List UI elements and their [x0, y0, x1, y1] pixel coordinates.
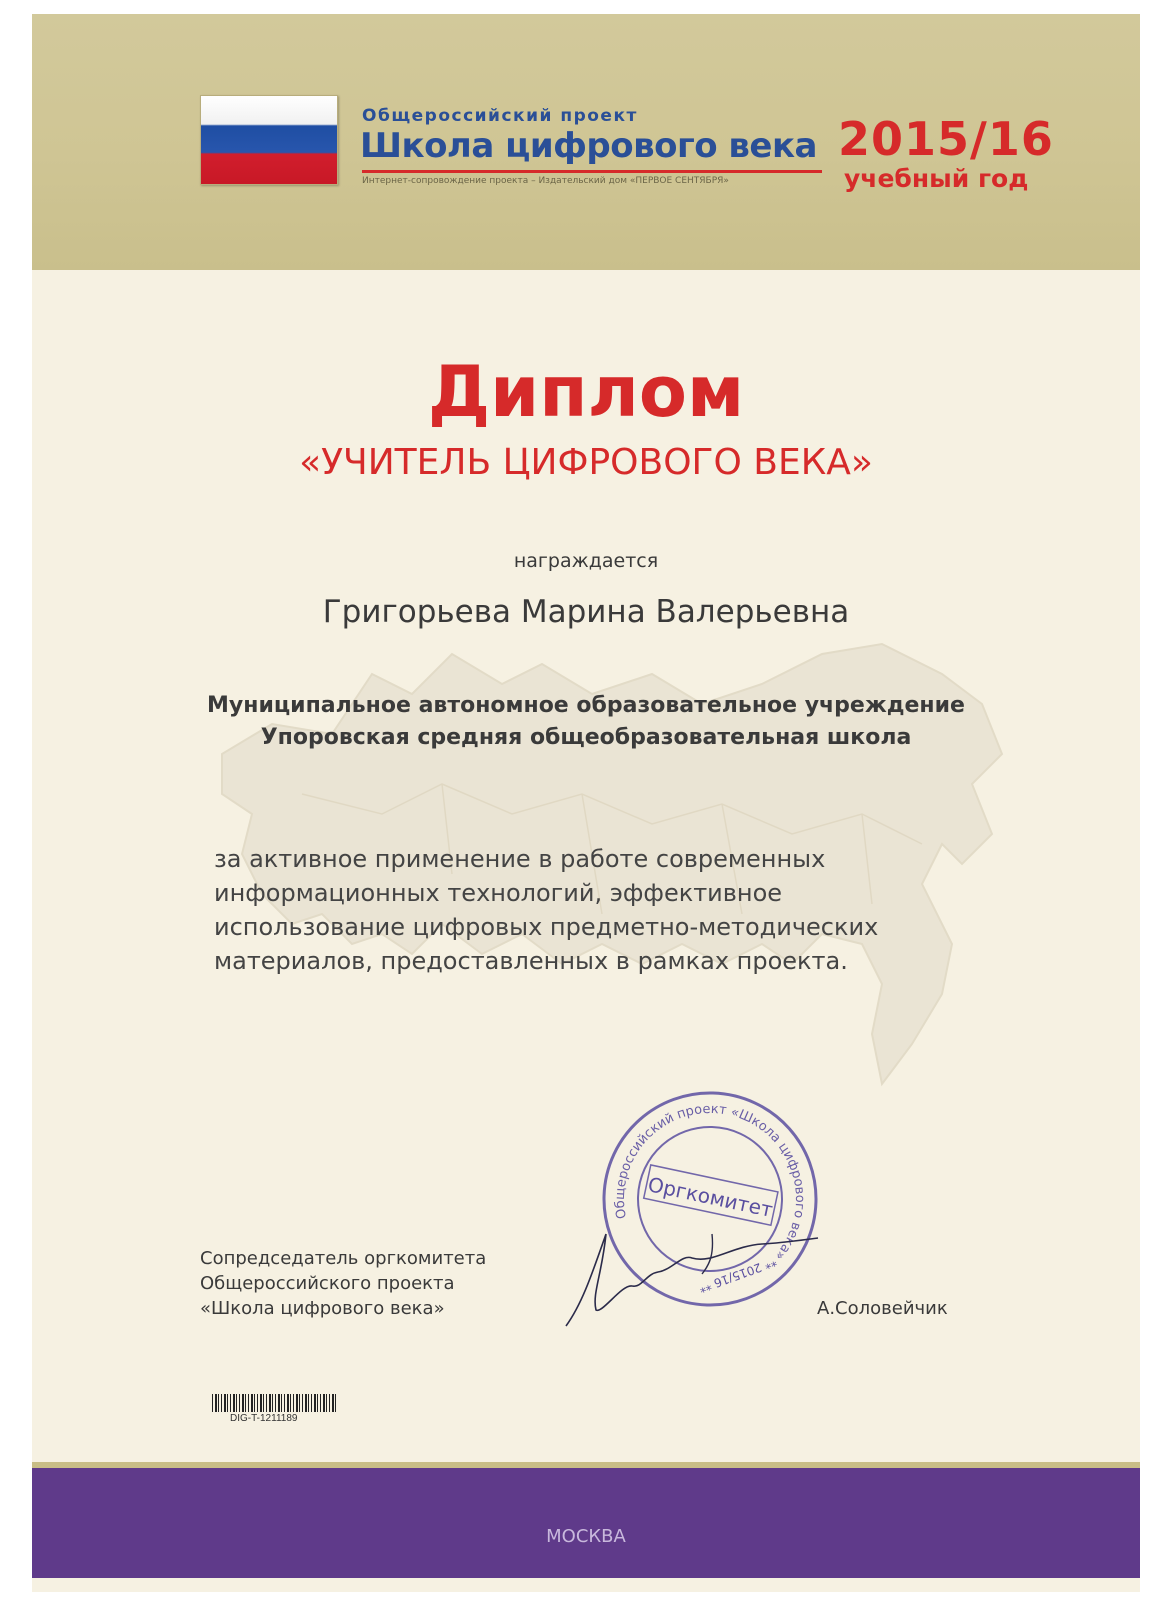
organization: [32, 690, 1140, 754]
diploma-title: Диплом: [427, 351, 745, 433]
diploma-sheet: [32, 14, 1140, 1592]
signer-title-line: Общероссийского проекта: [200, 1273, 455, 1294]
reason-line: использование цифровых предметно-методических: [214, 913, 879, 941]
organization-line-2: Упоровская средняя общеобразовательная школа: [260, 725, 912, 750]
signer-title: [200, 1246, 486, 1321]
signer-title-line: «Школа цифрового века»: [200, 1298, 445, 1319]
barcode: [212, 1394, 338, 1412]
project-divider: [362, 170, 822, 173]
footer-band: [32, 1468, 1140, 1578]
awarded-label: награждается: [513, 550, 659, 572]
footer-city: МОСКВА: [546, 1526, 626, 1547]
stamp-center-text: Оргкомитет: [645, 1172, 776, 1222]
recipient-name: Григорьева Марина Валерьевна: [322, 594, 850, 630]
diploma-subtitle: «УЧИТЕЛЬ ЦИФРОВОГО ВЕКА»: [299, 442, 873, 483]
barcode-code: DIG-T-1211189: [230, 1413, 298, 1424]
reason-line: за активное применение в работе современных: [214, 845, 826, 873]
reason-line: материалов, предоставленных в рамках проекта.: [214, 947, 848, 975]
signature-icon: [562, 1214, 822, 1334]
school-year: 2015/16: [838, 112, 1054, 166]
signer-name: А.Соловейчик: [817, 1298, 948, 1319]
russian-flag-icon: [200, 95, 338, 185]
stamp-ring-text: Общероссийский проект «Школа цифрового века»: [612, 1101, 808, 1264]
header-band: [32, 14, 1140, 270]
stamp-bottom-text: ** 2015/16 **: [697, 1254, 779, 1296]
award-reason: [214, 842, 934, 978]
signer-title-line: Сопредседатель оргкомитета: [200, 1248, 487, 1269]
organization-line-1: Муниципальное автономное образовательное учреждение: [207, 693, 965, 718]
project-subline: Интернет-сопровождение проекта – Издательский дом «ПЕРВОЕ СЕНТЯБРЯ»: [362, 176, 729, 186]
school-year-label: учебный год: [844, 164, 1029, 193]
reason-line: информационных технологий, эффективное: [214, 879, 783, 907]
project-title: Школа цифрового века: [360, 126, 818, 166]
project-kicker: Общероссийский проект: [362, 106, 638, 126]
